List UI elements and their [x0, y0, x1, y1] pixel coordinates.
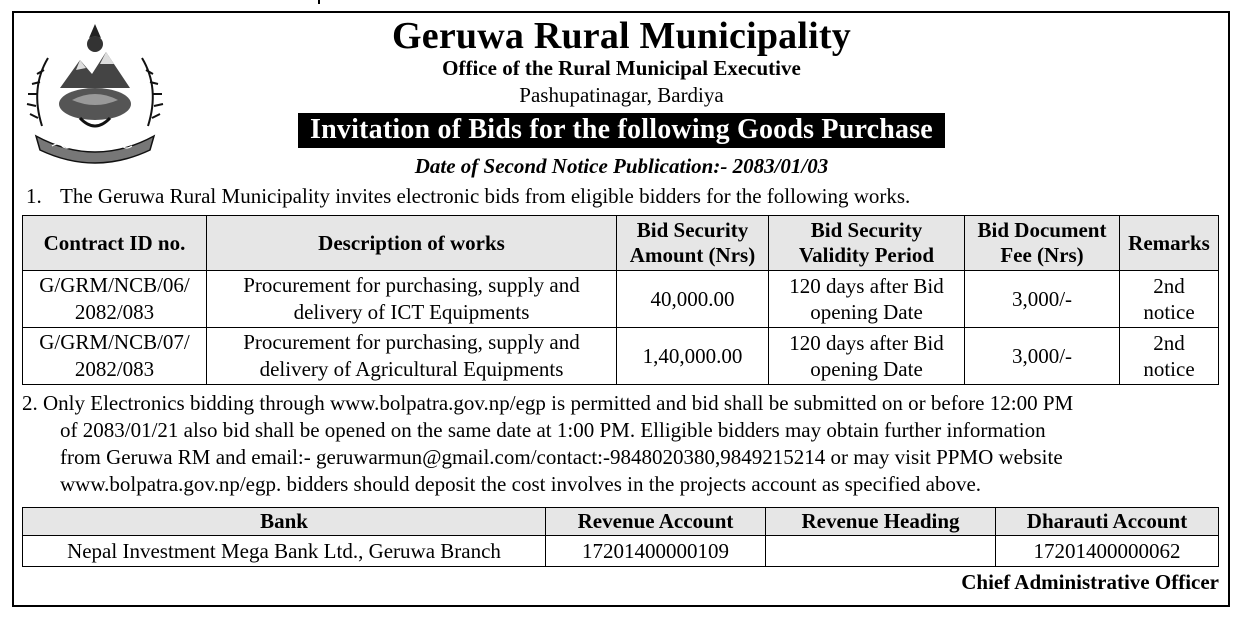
header-dharauti-account: Dharauti Account	[996, 508, 1219, 536]
header-validity	[769, 216, 965, 271]
bank-name-cell: Nepal Investment Mega Bank Ltd., Geruwa Branch	[23, 536, 546, 567]
instructions-line2: of 2083/01/21 also bid shall be opened on the same date at 1:00 PM. Elligible bidders may obtain further information	[60, 418, 1046, 442]
header-description: Description of works	[207, 216, 617, 271]
header-security-amount-line2: Amount (Nrs)	[629, 243, 756, 267]
remarks-cell	[1120, 328, 1219, 385]
description-line2: delivery of Agricultural Equipments	[259, 357, 564, 381]
remarks-cell	[1120, 271, 1219, 328]
header-bank: Bank	[23, 508, 546, 536]
validity-line1: 120 days after Bid	[789, 331, 944, 355]
works-table	[22, 215, 1219, 385]
intro-text: The Geruwa Rural Municipality invites electronic bids from eligible bidders for the following works.	[60, 184, 911, 208]
invitation-banner: Invitation of Bids for the following Goods Purchase	[298, 113, 945, 148]
document-fee-cell: 3,000/-	[965, 271, 1120, 328]
contract-id-line1: G/GRM/NCB/07/	[39, 330, 190, 354]
address-line: Pashupatinagar, Bardiya	[519, 83, 724, 107]
intro-number: 1.	[26, 184, 42, 208]
validity-cell	[769, 271, 965, 328]
validity-line2: opening Date	[810, 300, 923, 324]
remarks-line2: notice	[1143, 357, 1195, 381]
revenue-heading-cell	[766, 536, 996, 567]
instructions-line1: 2. Only Electronics bidding through www.bolpatra.gov.np/egp is permitted and bid shall be submitted on or before 12:00 PM	[22, 391, 1074, 415]
header-security-amount	[617, 216, 769, 271]
description-line1: Procurement for purchasing, supply and	[243, 273, 580, 297]
signoff-title: Chief Administrative Officer	[961, 570, 1219, 594]
table-row	[23, 536, 1219, 567]
revenue-account-cell: 17201400000109	[546, 536, 766, 567]
table-row	[23, 328, 1219, 385]
contract-id-cell	[23, 271, 207, 328]
header-security-amount-line1: Bid Security	[636, 218, 749, 242]
banner-container	[0, 113, 1243, 148]
description-line1: Procurement for purchasing, supply and	[243, 330, 580, 354]
municipality-title: Geruwa Rural Municipality	[392, 15, 851, 57]
description-line2: delivery of ICT Equipments	[293, 300, 530, 324]
header-revenue-heading: Revenue Heading	[766, 508, 996, 536]
intro-paragraph	[26, 183, 910, 210]
header-revenue-account: Revenue Account	[546, 508, 766, 536]
works-header-row	[23, 216, 1219, 271]
office-subtitle: Office of the Rural Municipal Executive	[442, 56, 801, 80]
validity-line2: opening Date	[810, 357, 923, 381]
top-edge-mark	[318, 0, 320, 4]
security-amount-cell: 1,40,000.00	[617, 328, 769, 385]
dharauti-account-cell: 17201400000062	[996, 536, 1219, 567]
description-cell	[207, 271, 617, 328]
bank-header-row	[23, 508, 1219, 536]
instructions-line4: www.bolpatra.gov.np/egp. bidders should deposit the cost involves in the projects account as specified above.	[60, 472, 982, 496]
contract-id-line2: 2082/083	[74, 300, 155, 324]
header-fee-line1: Bid Document	[977, 218, 1107, 242]
header-contract-id: Contract ID no.	[23, 216, 207, 271]
bidding-instructions-paragraph	[22, 390, 1073, 498]
header-remarks: Remarks	[1120, 216, 1219, 271]
validity-cell	[769, 328, 965, 385]
table-row	[23, 271, 1219, 328]
header-validity-line1: Bid Security	[810, 218, 923, 242]
validity-line1: 120 days after Bid	[789, 274, 944, 298]
remarks-line1: 2nd	[1153, 274, 1185, 298]
bank-table	[22, 507, 1219, 567]
publication-date: Date of Second Notice Publication:- 2083/01/03	[414, 154, 829, 178]
contract-id-line1: G/GRM/NCB/06/	[39, 273, 190, 297]
document-fee-cell: 3,000/-	[965, 328, 1120, 385]
header-document-fee	[965, 216, 1120, 271]
security-amount-cell: 40,000.00	[617, 271, 769, 328]
remarks-line1: 2nd	[1153, 331, 1185, 355]
header-fee-line2: Fee (Nrs)	[1000, 243, 1084, 267]
header-validity-line2: Validity Period	[798, 243, 935, 267]
remarks-line2: notice	[1143, 300, 1195, 324]
contract-id-line2: 2082/083	[74, 357, 155, 381]
instructions-line3: from Geruwa RM and email:- geruwarmun@gmail.com/contact:-9848020380,9849215214 or may visit PPMO website	[60, 445, 1063, 469]
description-cell	[207, 328, 617, 385]
contract-id-cell	[23, 328, 207, 385]
